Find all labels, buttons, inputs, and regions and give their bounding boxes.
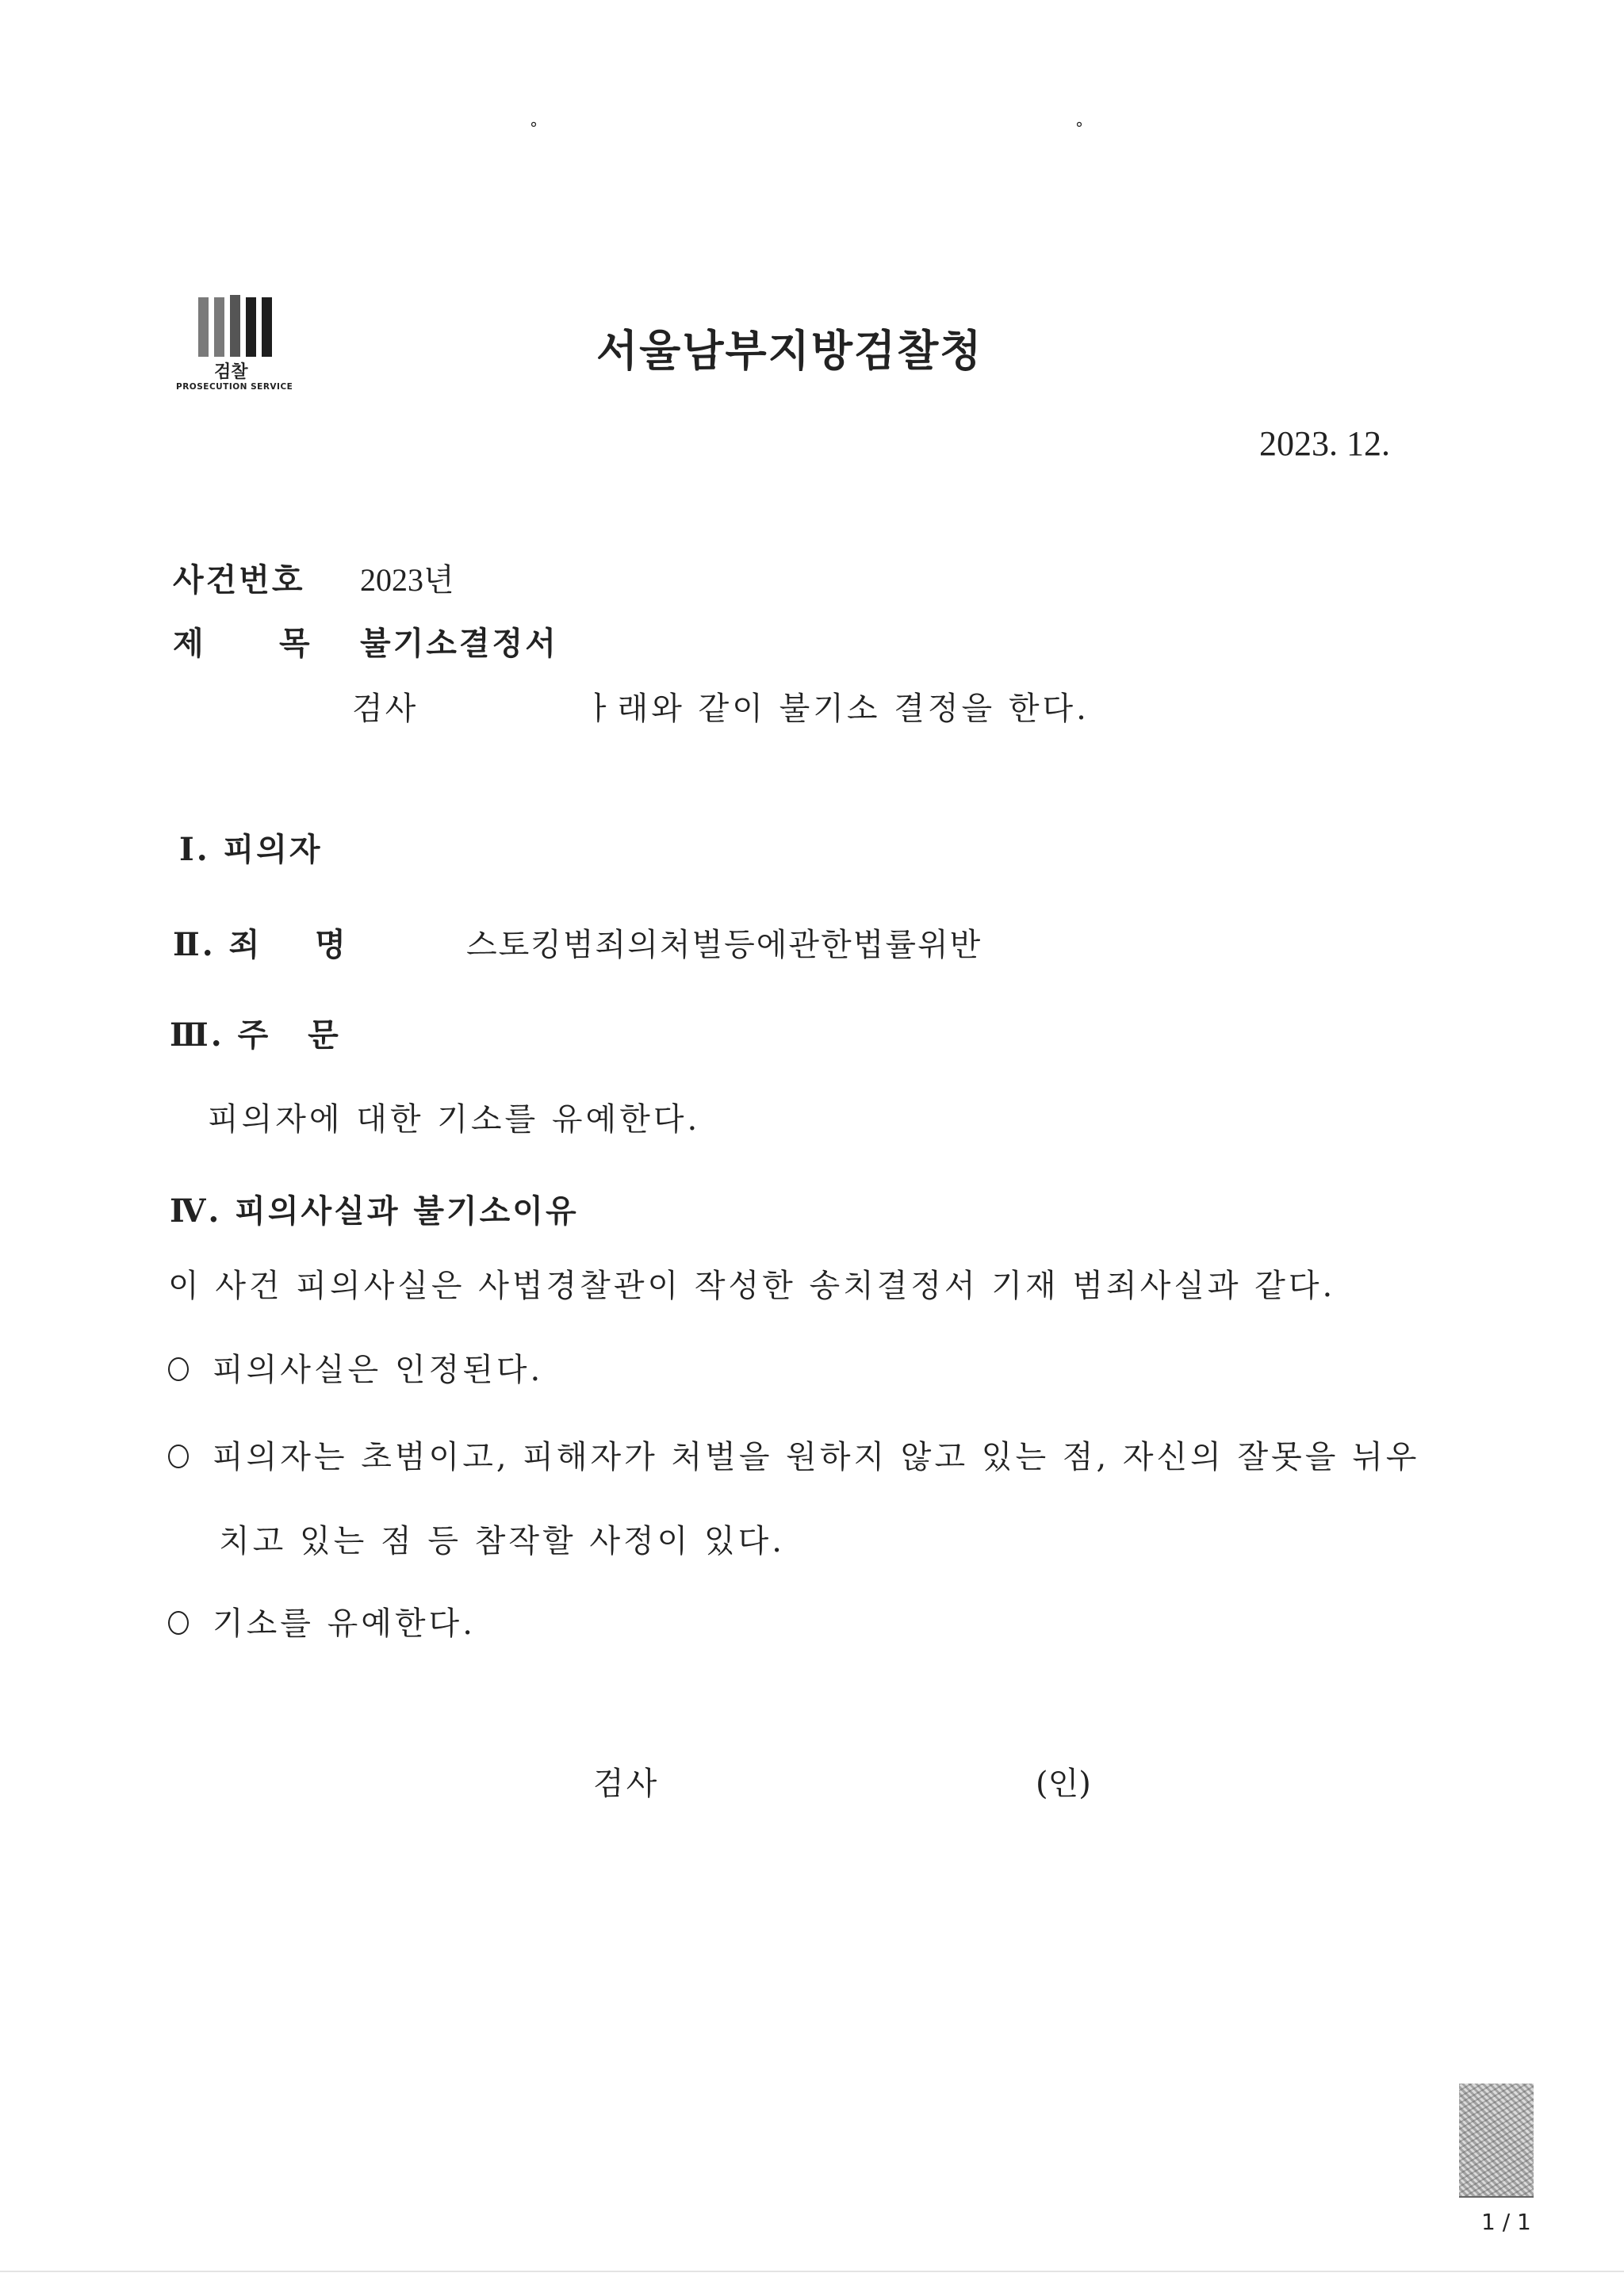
section-1-heading: [179, 825, 323, 870]
logo-bar: [246, 297, 256, 357]
logo-english-text: PROSECUTION SERVICE: [176, 382, 293, 392]
section-3-heading: [170, 1010, 341, 1055]
reason-bullet-3: [168, 1598, 476, 1644]
section-4-numeral: Ⅳ.: [170, 1192, 222, 1230]
signature-role: 검사: [593, 1766, 660, 1802]
section-2-title-1: 죄: [228, 926, 262, 963]
top-mark-left: °: [530, 119, 538, 138]
reason-bullet-2-continuation: 치고 있는 점 등 참작할 사정이 있다.: [219, 1523, 785, 1559]
logo-bar: [214, 297, 224, 357]
disposition-text: 피의자에 대한 기소를 유예한다.: [208, 1101, 701, 1138]
section-1-title: 피의자: [223, 831, 323, 868]
organization-title: 서울남부지방검찰청: [596, 326, 983, 376]
logo-bars-icon: [198, 297, 278, 357]
reason-bullet-1-text: 피의사실은 인정된다.: [213, 1352, 544, 1388]
reason-bullet-3-text: 기소를 유예한다.: [213, 1605, 476, 1642]
circle-bullet-icon: [168, 1611, 189, 1635]
document-barcode-icon: [1459, 2084, 1534, 2198]
facts-intro: 이 사건 피의사실은 사법경찰관이 작성한 송치결정서 기재 범죄사실과 같다.: [168, 1268, 1336, 1304]
scan-edge-divider: [0, 2271, 1624, 2272]
case-number-value: 2023년: [360, 562, 454, 598]
signature-seal: (인): [1036, 1766, 1091, 1802]
section-3-title-1: 주: [237, 1016, 271, 1054]
logo-korean-text: 검찰: [214, 362, 248, 382]
intro-prefix: 검사: [352, 691, 419, 727]
page-number: 1 / 1: [1481, 2209, 1531, 2235]
document-title: 불기소결정서: [360, 625, 558, 662]
logo-bar: [262, 297, 272, 357]
top-mark-right: °: [1075, 119, 1083, 138]
section-2-numeral: Ⅱ.: [173, 926, 216, 963]
section-4-title: 피의사실과 불기소이유: [235, 1192, 579, 1230]
logo-bar: [198, 297, 209, 357]
section-2-title-2: 명: [315, 926, 348, 963]
offense-name: 스토킹범죄의처벌등에관한법률위반: [466, 927, 982, 963]
logo-bar: [230, 295, 240, 357]
reason-bullet-2: [168, 1432, 1419, 1477]
prosecution-logo: [174, 281, 301, 400]
document-date: 2023. 12.: [1259, 424, 1390, 463]
section-3-title-2: 문: [308, 1016, 341, 1054]
circle-bullet-icon: [168, 1445, 189, 1468]
section-2-heading: [173, 920, 348, 965]
title-label-2: 목: [279, 625, 310, 662]
section-1-numeral: Ⅰ.: [179, 831, 210, 868]
section-4-heading: [170, 1186, 579, 1231]
section-3-numeral: Ⅲ.: [170, 1016, 224, 1054]
intro-suffix: ㅏ래와 같이 불기소 결정을 한다.: [584, 691, 1090, 727]
reason-bullet-2-text: 피의자는 초범이고, 피해자가 처벌을 원하지 않고 있는 점, 자신의 잘못을 뉘우: [213, 1439, 1420, 1475]
case-number-label: 사건번호: [173, 561, 305, 599]
title-label-1: 제: [173, 625, 204, 662]
reason-bullet-1: [168, 1345, 543, 1390]
circle-bullet-icon: [168, 1357, 189, 1381]
